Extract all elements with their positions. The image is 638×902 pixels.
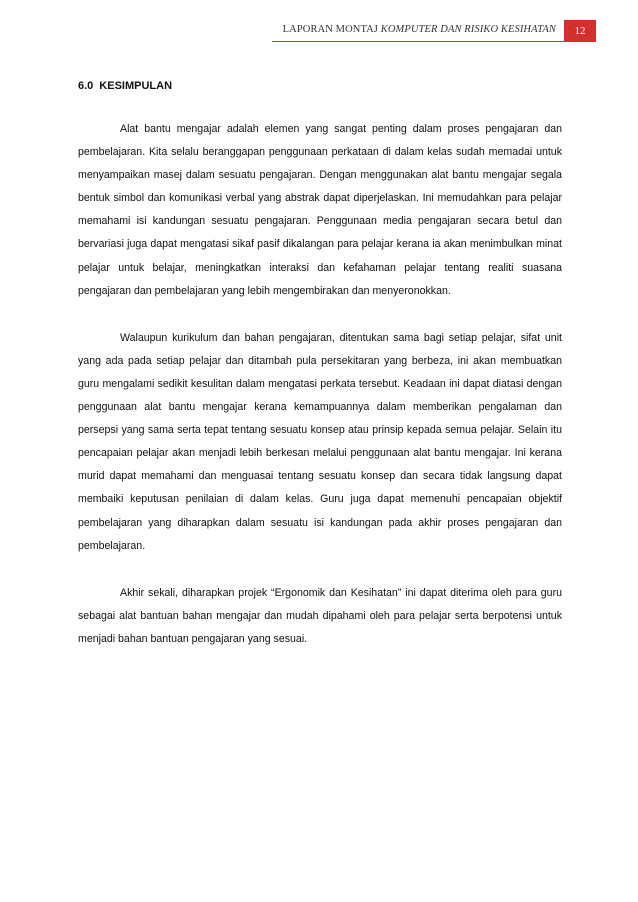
section-heading [78, 78, 562, 94]
page-header [0, 20, 638, 42]
paragraph-1: Alat bantu mengajar adalah elemen yang sangat penting dalam proses pengajaran dan pembelajaran. Kita selalu beranggapan penggunaan perkataan di dalam kelas sudah memadai untuk menyampaikan masej dalam sesuatu pengajaran. Dengan menggunakan alat bantu mengajar segala bentuk simbol dan komunikasi verbal yang abstrak dapat diperjelaskan. Ini memudahkan para pelajar memahami isi kandungan sesuatu pengajaran. Penggunaan media pengajaran secara betul dan bervariasi juga dapat mengatasi sikaf pasif dikalangan para pelajar kerana ia akan menimbulkan minat pelajar untuk belajar, meningkatkan interaksi dan kefahaman pelajar tentang realiti suasana pengajaran dan pembelajaran yang lebih mengembirakan dan menyeronokkan. [78, 123, 562, 297]
running-header-regular: LAPORAN MONTAJ [282, 24, 381, 35]
page-number-badge: 12 [564, 20, 596, 42]
running-header-italic: KOMPUTER DAN RISIKO KESIHATAN [380, 24, 556, 35]
section-number: 6.0 [78, 80, 94, 92]
header-rule [272, 41, 564, 42]
section-title: KESIMPULAN [99, 80, 173, 92]
running-header [283, 24, 556, 35]
paragraph-2: Walaupun kurikulum dan bahan pengajaran, ditentukan sama bagi setiap pelajar, sifat unit yang ada pada setiap pelajar dan ditambah pula persekitaran yang berbeza, ini akan membuatkan guru mengalami sedikit kesulitan dalam mengatasi perkata tersebut. Keadaan ini dapat diatasi dengan penggunaan alat bantu mengajar kerana kemampuannya dalam memberikan pengalaman dan persepsi yang sama serta tepat tentang sesuatu konsep atau prinsip kepada semua pelajar. Selain itu pencapaian pelajar akan menjadi lebih berkesan melalui penggunaan alat bantu mengajar. Ini kerana murid dapat memahami dan menguasai tentang sesuatu konsep dan secara tidak langsung dapat membaiki keputusan penilaian di dalam kelas. Guru juga dapat memenuhi pencapaian objektif pembelajaran yang diharapkan dalam sesuatu isi kandungan pada akhir proses pengajaran dan pembelajaran. [78, 331, 562, 552]
document-body [78, 78, 562, 651]
paragraph-3: Akhir sekali, diharapkan projek “Ergonomik dan Kesihatan” ini dapat diterima oleh para guru sebagai alat bantuan bahan mengajar dan mudah dipahami oleh para pelajar serta berpotensi untuk menjadi bahan bantuan pengajaran yang sesuai. [78, 586, 562, 645]
